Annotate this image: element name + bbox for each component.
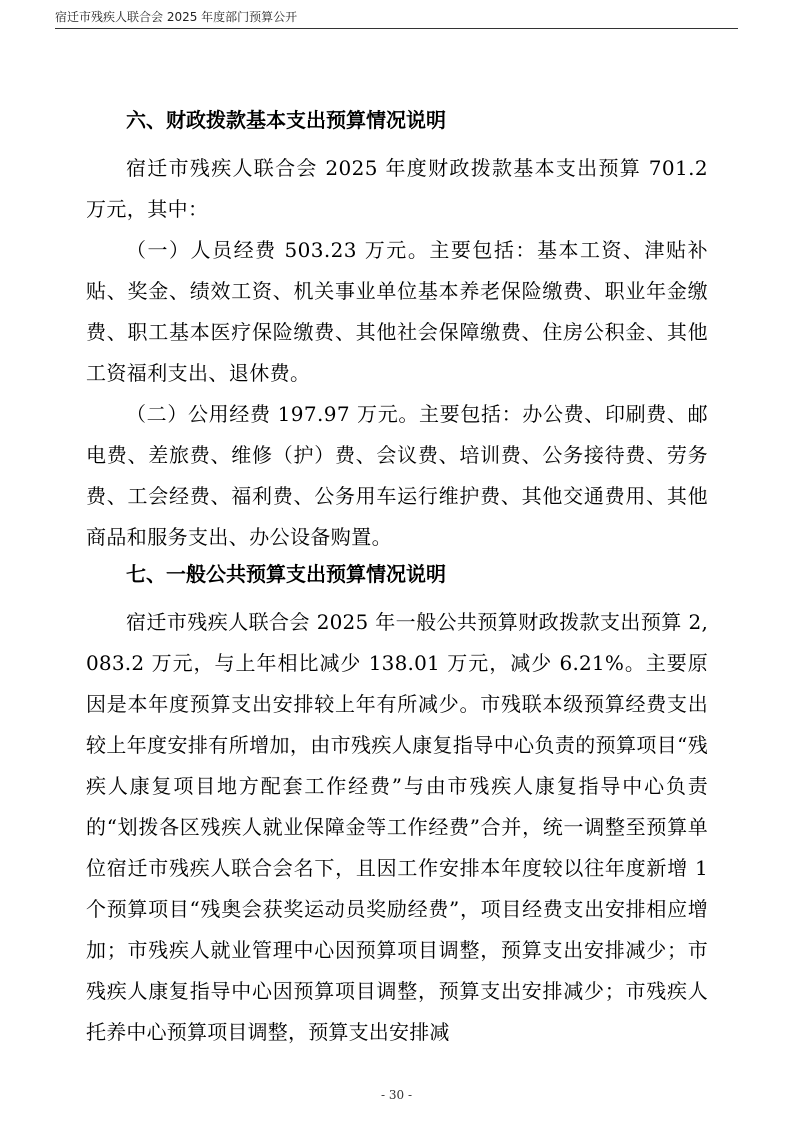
section-7-body: 宿迁市残疾人联合会 2025 年一般公共预算财政拨款支出预算 2,083.2 万元，与上年相比减少 138.01 万元，减少 6.21%。主要原因是本年度预算支出安排较上年有所减少。市残联本级预算经费支出较上年度安排有所增加，由市残疾人康复指导中心负责的预算项目“残疾人康复项目地方配套工作经费”与由市残疾人康复指导中心负责的“划拨各区残疾人就业保障金等工作经费”合并，统一调整至预算单位宿迁市残疾人联合会名下，且因工作安排本年度较以往年度新增 1 个预算项目“残奥会获奖运动员奖励经费”，项目经费支出安排相应增加；市残疾人就业管理中心因预算项目调整，预算支出安排减少；市残疾人康复指导中心因预算项目调整，预算支出安排减少；市残疾人托养中心预算项目调整，预算支出安排减 (86, 610, 708, 1044)
header-rule (55, 28, 738, 29)
section-7-heading: 七、一般公共预算支出预算情况说明 (126, 562, 446, 586)
running-header: 宿迁市残疾人联合会 2025 年度部门预算公开 (55, 10, 298, 24)
section-6-item-public: （二）公用经费 197.97 万元。主要包括：办公费、印刷费、邮电费、差旅费、维修（护）费、会议费、培训费、公务接待费、劳务费、工会经费、福利费、公务用车运行维护费、其他交通费用、其他商品和服务支出、办公设备购置。 (86, 402, 708, 549)
section-6-item-personnel: （一）人员经费 503.23 万元。主要包括：基本工资、津贴补贴、奖金、绩效工资、机关事业单位基本养老保险缴费、职业年金缴费、职工基本医疗保险缴费、其他社会保障缴费、住房公积金、其他工资福利支出、退休费。 (86, 238, 708, 385)
section-6-intro: 宿迁市残疾人联合会 2025 年度财政拨款基本支出预算 701.2 万元，其中： (86, 156, 708, 221)
page-number: - 30 - (380, 1088, 412, 1102)
document-body (86, 104, 708, 1053)
section-6-heading: 六、财政拨款基本支出预算情况说明 (126, 108, 446, 132)
